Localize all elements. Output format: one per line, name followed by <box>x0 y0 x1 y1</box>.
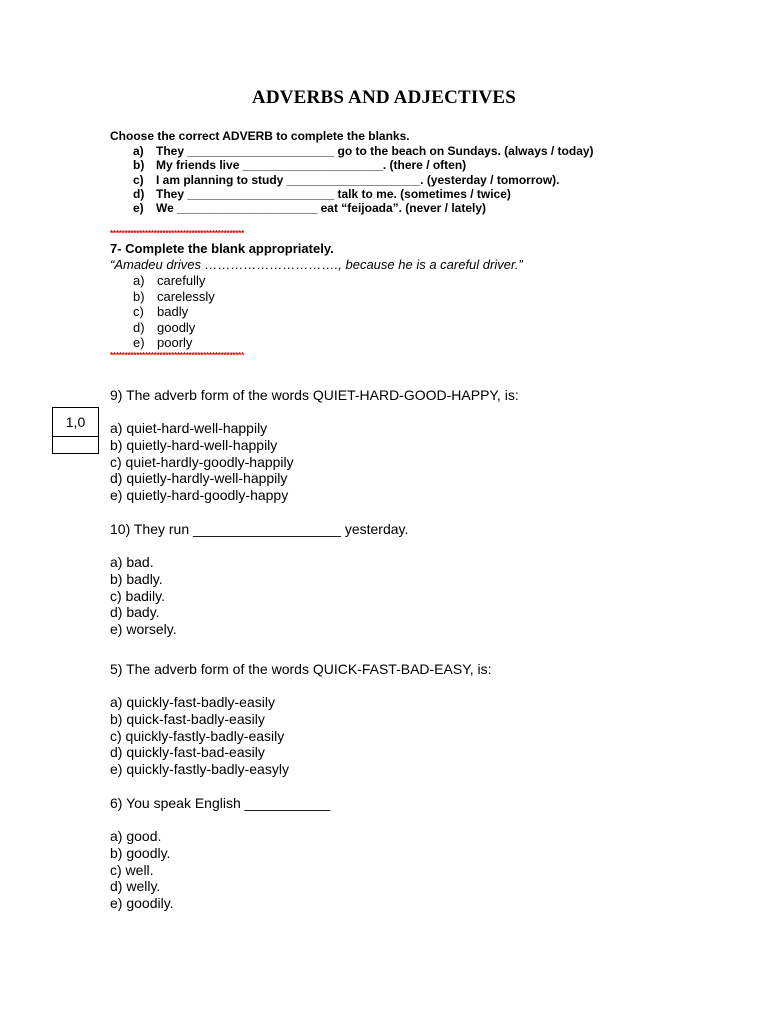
option-label: a) <box>133 273 145 288</box>
separator-bottom: ********************************************** <box>110 351 245 360</box>
q7-title: 7- Complete the blank appropriately. <box>110 241 334 256</box>
option: c) quiet-hardly-goodly-happily <box>110 453 294 470</box>
q6-question: 6) You speak English ___________ <box>110 795 331 811</box>
option: c) well. <box>110 861 154 878</box>
option: c) badily. <box>110 587 165 604</box>
q9-question: 9) The adverb form of the words QUIET-HARD-GOOD-HAPPY, is: <box>110 387 519 403</box>
instruction: Choose the correct ADVERB to complete the blanks. <box>110 129 410 143</box>
option: a) bad. <box>110 554 154 570</box>
q5-options <box>110 694 289 778</box>
option <box>133 304 215 320</box>
item-text: We _____________________ eat “feijoada”. (never / lately) <box>156 201 486 216</box>
item-label: e) <box>133 201 144 216</box>
list-item <box>133 173 594 187</box>
item-text: They ______________________ go to the beach on Sundays. (always / today) <box>156 144 594 158</box>
option-label: c) <box>133 304 144 319</box>
q7-quote: “Amadeu drives …………………………., because he is a careful driver.” <box>110 257 523 272</box>
option: d) quickly-fast-bad-easily <box>110 744 265 761</box>
q6-options <box>110 828 174 912</box>
option-label: b) <box>133 288 145 304</box>
option: a) good. <box>110 828 162 844</box>
page-title: ADVERBS AND ADJECTIVES <box>251 87 517 108</box>
list-item <box>133 144 594 158</box>
option: d) welly. <box>110 878 161 895</box>
option <box>133 289 215 305</box>
option: c) quickly-fastly-badly-easily <box>110 727 285 744</box>
option-label: d) <box>133 319 145 335</box>
item-label: b) <box>133 158 145 173</box>
separator-top: ********************************************** <box>110 229 245 238</box>
list-item <box>133 158 594 172</box>
option: b) goodly. <box>110 844 171 861</box>
option-text: goodly <box>157 319 196 335</box>
option-text: poorly <box>157 335 193 350</box>
option <box>133 320 215 336</box>
option: e) quietly-hard-goodly-happy <box>110 487 289 504</box>
q5-question: 5) The adverb form of the words QUICK-FAST-BAD-EASY, is: <box>110 661 492 677</box>
item-label: a) <box>133 144 144 158</box>
option: b) badly. <box>110 570 163 587</box>
option-label: e) <box>133 335 145 350</box>
score-box <box>52 407 99 454</box>
option <box>133 335 215 351</box>
item-text: My friends live _____________________. (there / often) <box>156 158 467 173</box>
q9-options <box>110 420 294 504</box>
option-text: badly <box>157 304 189 319</box>
item-label: c) <box>133 172 144 187</box>
option: b) quietly-hard-well-happily <box>110 436 278 453</box>
score-value: 1,0 <box>53 408 98 437</box>
q10-question: 10) They run ___________________ yesterday. <box>110 521 409 537</box>
item-label: d) <box>133 186 145 201</box>
list-item <box>133 201 594 215</box>
option: d) bady. <box>110 604 160 621</box>
option-text: carefully <box>157 273 206 288</box>
q7-options <box>133 273 215 351</box>
option: e) quickly-fastly-badly-easyly <box>110 761 289 778</box>
option: e) worsely. <box>110 621 177 638</box>
option <box>133 273 215 289</box>
option: a) quiet-hard-well-happily <box>110 420 268 436</box>
option: d) quietly-hardly-well-happily <box>110 470 288 487</box>
q10-options <box>110 554 177 638</box>
option: e) goodily. <box>110 895 174 912</box>
option-text: carelessly <box>157 288 215 304</box>
list-item <box>133 187 594 201</box>
option: a) quickly-fast-badly-easily <box>110 694 275 710</box>
item-text: I am planning to study ____________________. (yesterday / tomorrow). <box>156 172 560 187</box>
blank-items-list <box>133 144 594 215</box>
option: b) quick-fast-badly-easily <box>110 710 265 727</box>
item-text: They ______________________ talk to me. (sometimes / twice) <box>156 186 511 201</box>
